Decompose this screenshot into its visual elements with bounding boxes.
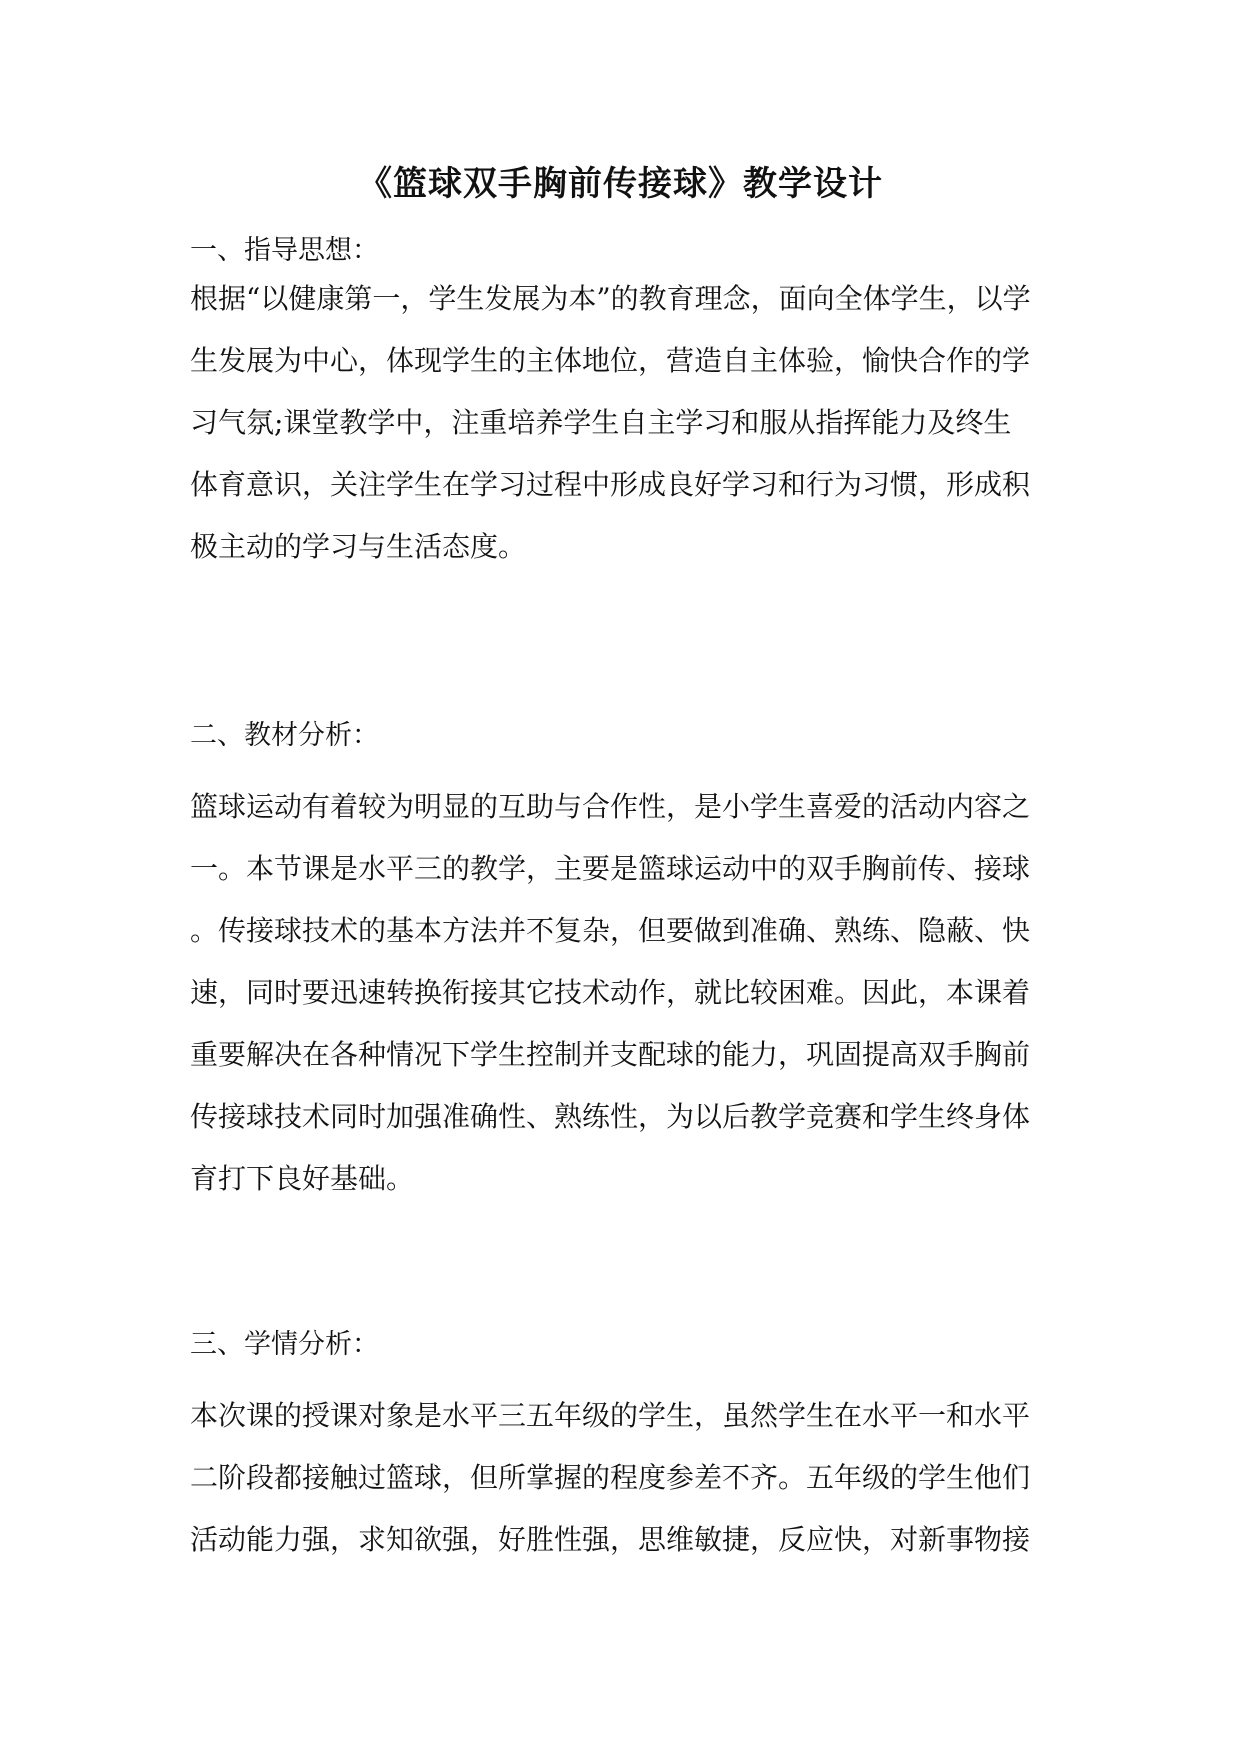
paragraph-line: 极主动的学习与生活态度。 <box>190 530 527 563</box>
paragraph-line: 传接球技术同时加强准确性、熟练性，为以后教学竞赛和学生终身体 <box>190 1100 1031 1133</box>
paragraph-line: 。传接球技术的基本方法并不复杂，但要做到准确、熟练、隐蔽、快 <box>190 914 1031 947</box>
paragraph-line: 育打下良好基础。 <box>190 1162 415 1195</box>
paragraph-line: 习气氛;课堂教学中，注重培养学生自主学习和服从指挥能力及终生 <box>190 406 1012 439</box>
section-heading-textbook-analysis: 二、教材分析： <box>190 720 379 751</box>
section-paragraph-guiding-ideology <box>190 268 1060 578</box>
paragraph-line: 生发展为中心，体现学生的主体地位，营造自主体验，愉快合作的学 <box>190 344 1031 377</box>
paragraph-line: 篮球运动有着较为明显的互助与合作性，是小学生喜爱的活动内容之 <box>190 790 1031 823</box>
paragraph-line: 一。本节课是水平三的教学，主要是篮球运动中的双手胸前传、接球 <box>190 852 1031 885</box>
section-paragraph-textbook-analysis <box>190 776 1060 1210</box>
paragraph-line: 活动能力强，求知欲强，好胜性强，思维敏捷，反应快，对新事物接 <box>190 1523 1031 1556</box>
document-title: 《篮球双手胸前传接球》教学设计 <box>358 164 883 204</box>
paragraph-line: 根据“以健康第一，学生发展为本”的教育理念，面向全体学生，以学 <box>190 282 1031 315</box>
paragraph-line: 体育意识，关注学生在学习过程中形成良好学习和行为习惯，形成积 <box>190 468 1031 501</box>
paragraph-line: 二阶段都接触过篮球，但所掌握的程度参差不齐。五年级的学生他们 <box>190 1461 1031 1494</box>
paragraph-line: 速，同时要迅速转换衔接其它技术动作，就比较困难。因此，本课着 <box>190 976 1031 1009</box>
paragraph-line: 本次课的授课对象是水平三五年级的学生，虽然学生在水平一和水平 <box>190 1399 1031 1432</box>
paragraph-line: 重要解决在各种情况下学生控制并支配球的能力，巩固提高双手胸前 <box>190 1038 1031 1071</box>
section-heading-learner-analysis: 三、学情分析： <box>190 1329 379 1360</box>
section-paragraph-learner-analysis <box>190 1385 1060 1571</box>
section-heading-guiding-ideology: 一、指导思想： <box>190 235 379 266</box>
